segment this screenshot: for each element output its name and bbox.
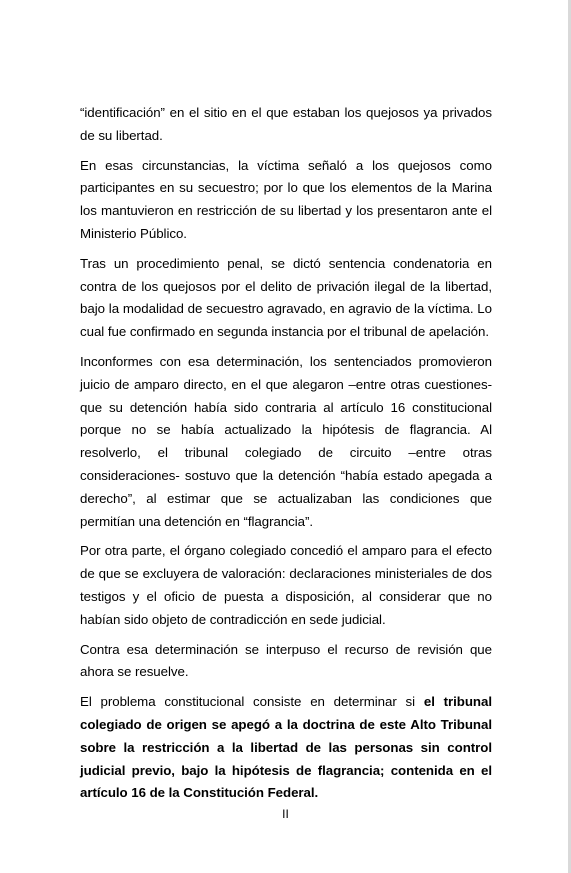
- document-body: [80, 102, 492, 812]
- paragraph-procedimiento-penal: Tras un procedimiento penal, se dictó sentencia condenatoria en contra de los quejosos por el delito de privación ilegal de la libertad, bajo la modalidad de secuestro agravado, en agravio de la víctima. Lo cual fue confirmado en segunda instancia por el tribunal de apelación.: [80, 255, 492, 340]
- paragraph-organo-colegiado: Por otra parte, el órgano colegiado concedió el amparo para el efecto de que se excluyera de valoración: declaraciones ministeriales de dos testigos y el oficio de puesta a disposición, al considerar que no habían sido objeto de contradicción en sede judicial.: [80, 543, 492, 627]
- page-number: II: [282, 807, 289, 821]
- problema-bold-text: el tribunal colegiado de origen se apegó a la doctrina de este Alto Tribunal sobre la restricción a la libertad de las personas sin control judicial previo, bajo la hipótesis de flagrancia; contenida en el artículo 16 de la Constitución Federal.: [80, 694, 492, 801]
- paragraph-amparo-directo: Inconformes con esa determinación, los sentenciados promovieron juicio de amparo directo, en el que alegaron –entre otras cuestiones- que su detención había sido contraria al artículo 16 constitucional porque no se había actualizado la hipótesis de flagrancia. Al resolverlo, el tribunal colegiado de circuito –entre otras consideraciones- sostuvo que la detención “había estado apegada a derecho”, al estimar que se actualizaban las condiciones que permitían una detención en “flagrancia”.: [80, 353, 492, 529]
- problema-intro-text: El problema constitucional consiste en determinar si: [80, 694, 424, 710]
- paragraph-recurso-revision: Contra esa determinación se interpuso el recurso de revisión que ahora se resuelve.: [80, 641, 492, 680]
- paragraph-identificacion: “identificación” en el sitio en el que estaban los quejosos ya privados de su libertad.: [80, 105, 492, 143]
- paragraph-circunstancias: En esas circunstancias, la víctima señaló a los quejosos como participantes en su secuestro; por lo que los elementos de la Marina los mantuvieron en restricción de su libertad y los presentaron ante el Ministerio Público.: [80, 157, 492, 241]
- paragraph-problema-constitucional: [80, 691, 492, 805]
